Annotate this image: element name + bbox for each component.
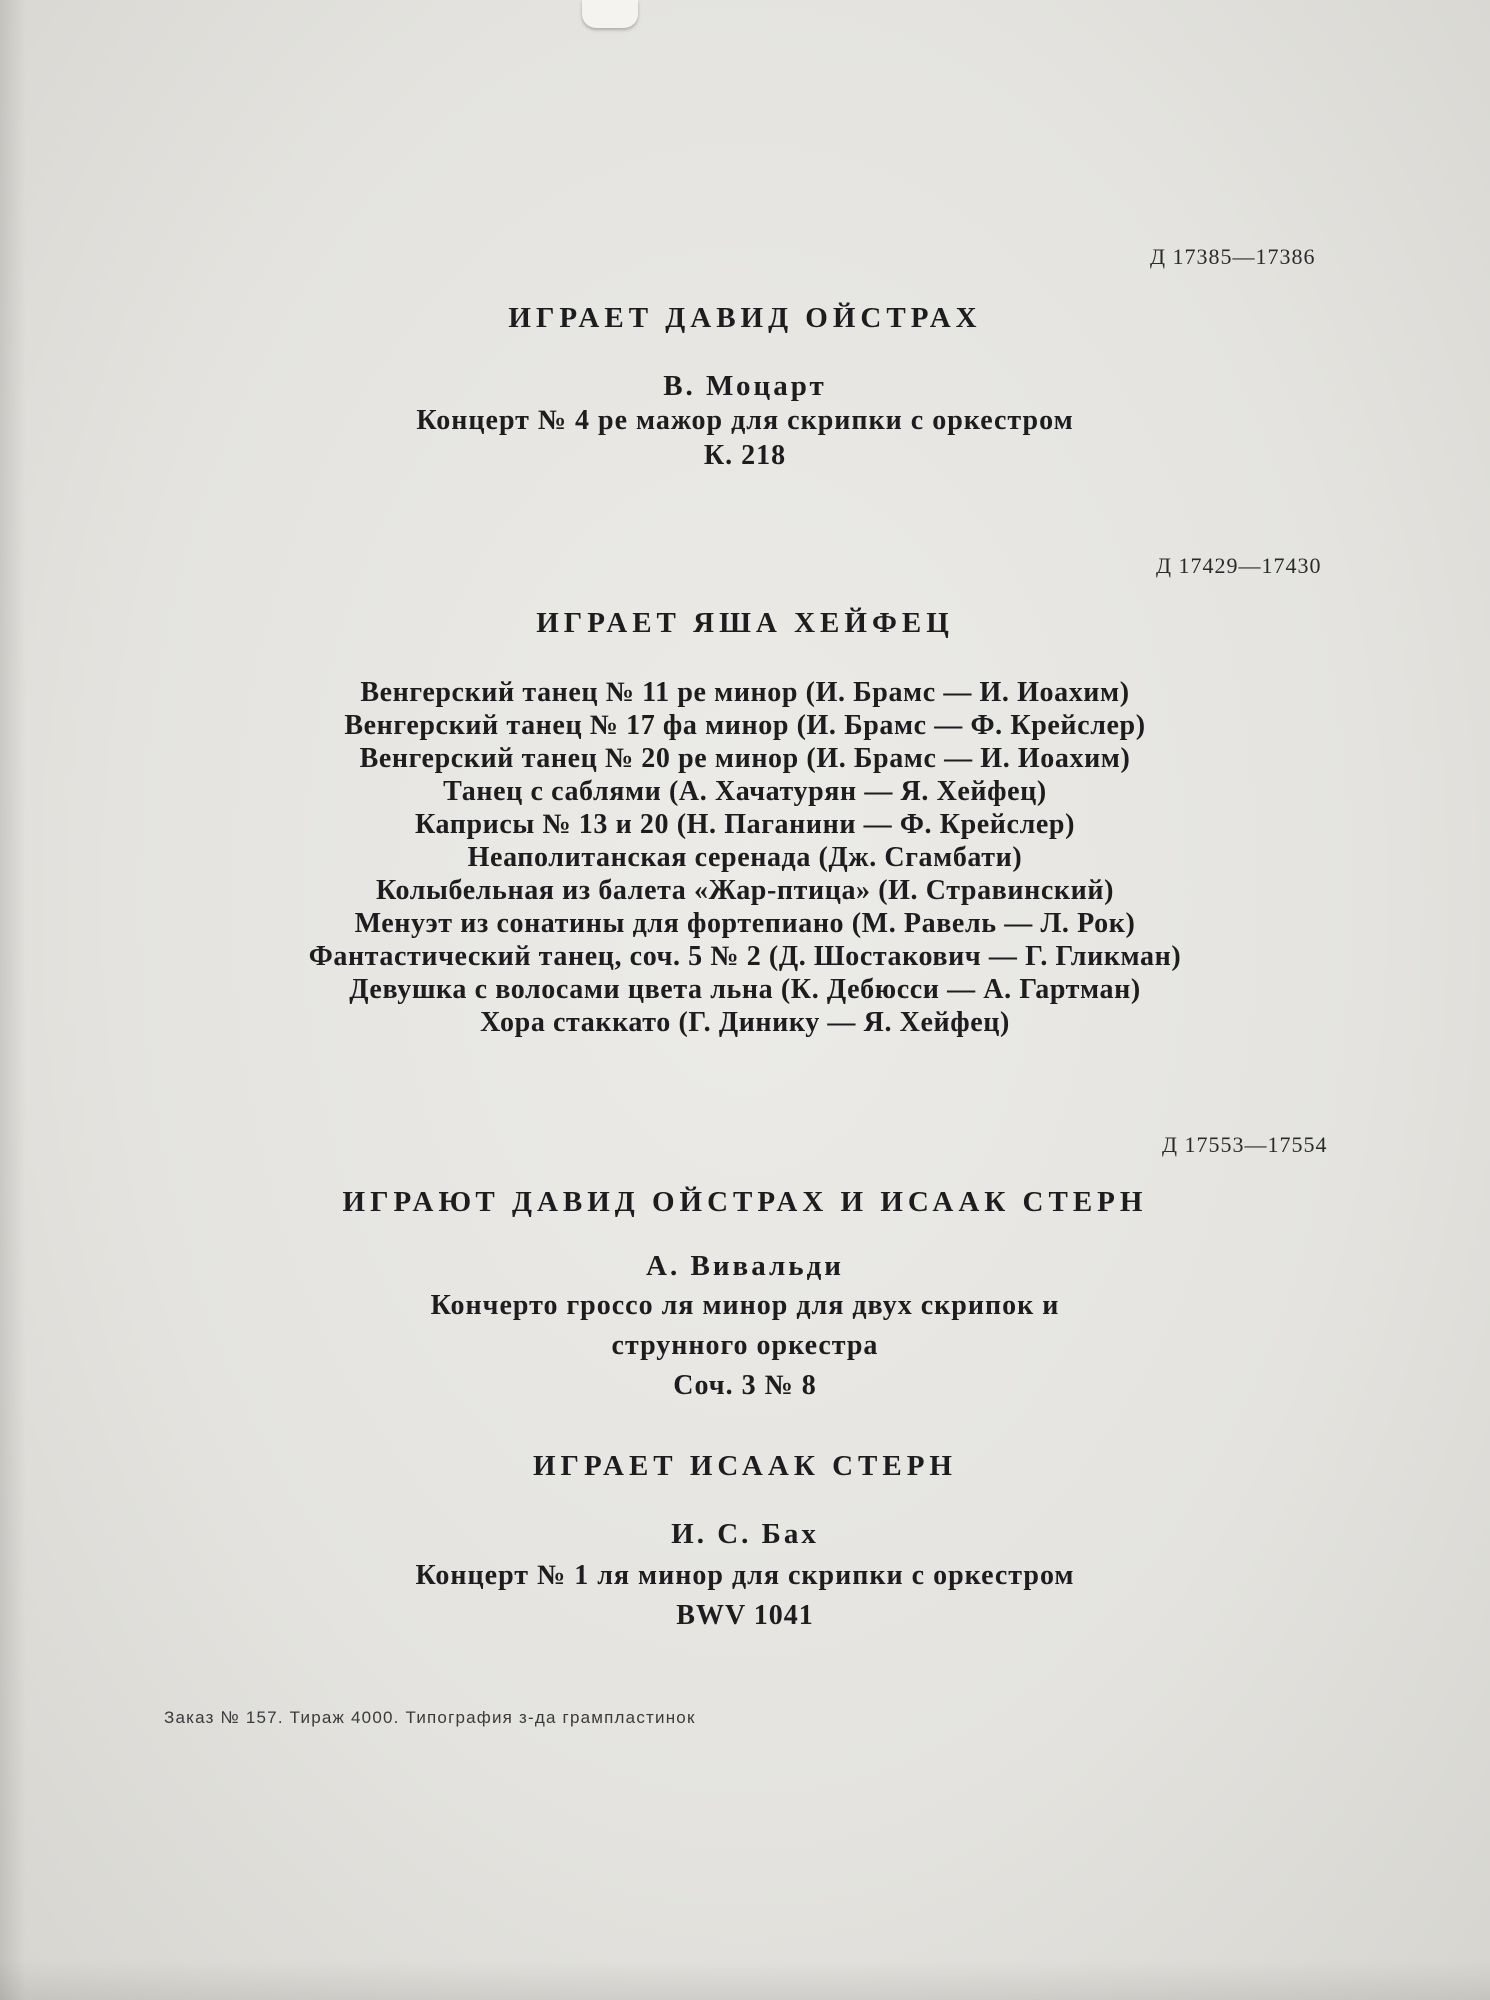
work-catalog: Соч. 3 № 8	[673, 1370, 817, 1401]
track-item: Девушка с волосами цвета льна (К. Дебюсси — А. Гартман)	[349, 974, 1141, 1005]
performer-heading: ИГРАЕТ ИСААК СТЕРН	[532, 1450, 957, 1482]
catalog-number: Д 17429—17430	[1156, 553, 1322, 578]
work-catalog: BWV 1041	[676, 1600, 814, 1631]
catalog-number: Д 17385—17386	[1150, 244, 1316, 269]
print-info: Заказ № 157. Тираж 4000. Типография з-да грампластинок	[164, 1708, 696, 1727]
track-item: Венгерский танец № 17 фа минор (И. Брамс — Ф. Крейслер)	[344, 710, 1146, 741]
work-title: струнного оркестра	[611, 1330, 879, 1361]
work-title: Кончерто гроссо ля минор для двух скрипок и	[430, 1290, 1060, 1321]
paper-bottom-shadow	[0, 1960, 1490, 2000]
track-item: Фантастический танец, соч. 5 № 2 (Д. Шостакович — Г. Гликман)	[308, 941, 1182, 972]
work-title: Концерт № 4 ре мажор для скрипки с оркестром	[416, 405, 1074, 436]
track-item: Менуэт из сонатины для фортепиано (М. Равель — Л. Рок)	[354, 908, 1136, 939]
track-item: Неаполитанская серенада (Дж. Сгамбати)	[467, 842, 1023, 873]
composer-name: А. Вивальди	[646, 1250, 844, 1282]
performer-heading: ИГРАЕТ ДАВИД ОЙСТРАХ	[508, 302, 982, 334]
track-item: Венгерский танец № 20 ре минор (И. Брамс — И. Иоахим)	[359, 743, 1131, 774]
track-item: Танец с саблями (А. Хачатурян — Я. Хейфец)	[443, 776, 1047, 807]
track-item: Хора стаккато (Г. Динику — Я. Хейфец)	[480, 1007, 1010, 1038]
composer-name: И. С. Бах	[671, 1518, 819, 1550]
catalog-number: Д 17553—17554	[1162, 1132, 1328, 1157]
track-item: Колыбельная из балета «Жар-птица» (И. Стравинский)	[375, 875, 1115, 906]
work-title: Концерт № 1 ля минор для скрипки с оркестром	[415, 1560, 1075, 1591]
performer-heading: ИГРАЮТ ДАВИД ОЙСТРАХ И ИСААК СТЕРН	[342, 1186, 1148, 1218]
performer-heading: ИГРАЕТ ЯША ХЕЙФЕЦ	[536, 607, 954, 639]
track-item: Венгерский танец № 11 ре минор (И. Брамс — И. Иоахим)	[360, 677, 1130, 708]
track-item: Каприсы № 13 и 20 (Н. Паганини — Ф. Крейслер)	[414, 809, 1076, 840]
composer-name: В. Моцарт	[663, 370, 827, 402]
work-catalog: К. 218	[703, 440, 787, 471]
paper-tab	[582, 0, 638, 28]
